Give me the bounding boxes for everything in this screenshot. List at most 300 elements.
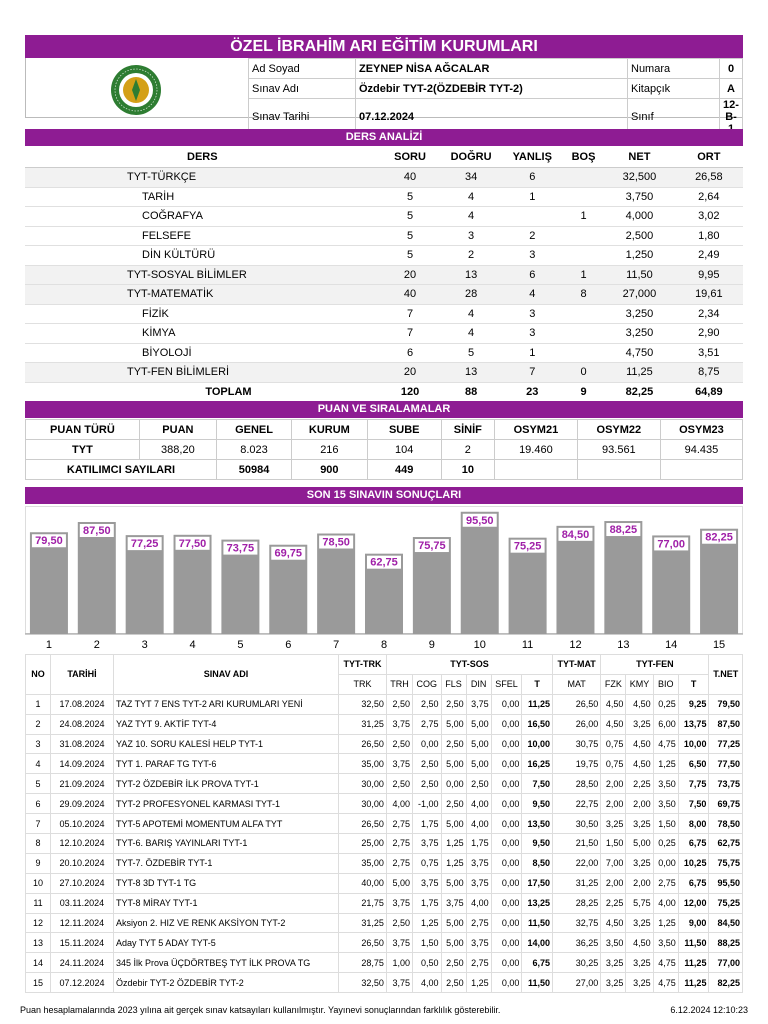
ders-cell: 2 [440, 246, 501, 266]
ders-cell [563, 343, 604, 363]
exam-cell: 1,50 [653, 814, 678, 834]
ders-cell: 2 [502, 226, 563, 246]
exam-cell: 11,50 [522, 913, 553, 933]
ders-col-header: ORT [675, 146, 743, 168]
info-label: Numara [628, 59, 720, 79]
exam-cell: 77,50 [709, 754, 743, 774]
ders-cell: 2,90 [675, 324, 743, 344]
exam-cell: 30,50 [553, 814, 601, 834]
exam-cell: 3,25 [601, 953, 626, 973]
exam-cell: 24.08.2024 [51, 714, 114, 734]
exam-cell: 26,00 [553, 714, 601, 734]
puan-cell: 94.435 [660, 440, 742, 460]
exam-cell: 11,50 [678, 933, 709, 953]
chart-bar [461, 512, 499, 634]
ders-cell: 1 [563, 265, 604, 285]
ders-cell: 1 [502, 343, 563, 363]
exam-cell: 3,50 [653, 774, 678, 794]
exam-row [26, 873, 743, 893]
exam-cell: 3,75 [386, 754, 412, 774]
ders-cell: 26,58 [675, 168, 743, 188]
exam-cell: 5,00 [441, 714, 466, 734]
exam-cell: 0,00 [491, 734, 522, 754]
exam-row [26, 774, 743, 794]
katilimci-row [26, 460, 743, 480]
exam-cell: 3,75 [441, 893, 466, 913]
chart-value-label: 79,50 [35, 535, 63, 548]
exam-row [26, 814, 743, 834]
ders-cell: 4 [440, 324, 501, 344]
ders-cell: 2,500 [604, 226, 674, 246]
exam-cell: 79,50 [709, 694, 743, 714]
chart-x-tick: 12 [569, 639, 582, 651]
exam-cell: 87,50 [709, 714, 743, 734]
exam-cell: 2,50 [413, 774, 441, 794]
ders-cell [563, 168, 604, 188]
exam-name: TYT-6. BARIŞ YAYINLARI TYT-1 [114, 834, 339, 854]
exam-cell: 9,50 [522, 834, 553, 854]
puan-col-header: SİNİF [441, 420, 494, 440]
exam-row [26, 913, 743, 933]
exam-cell: 27,00 [553, 973, 601, 993]
exam-cell: 19,75 [553, 754, 601, 774]
exam-cell: 22,75 [553, 794, 601, 814]
exam-cell: 5,75 [626, 893, 653, 913]
chart-value-label: 87,50 [83, 525, 111, 537]
exam-cell: 26,50 [553, 694, 601, 714]
exam-cell: 77,25 [709, 734, 743, 754]
footer-note: Puan hesaplamalarında 2023 yılına ait gerçek sınav katsayıları kullanılmıştır. Yayınevi sonuçlarından farklılık gösterebilir. [20, 1005, 501, 1015]
exam-cell: 10,00 [678, 734, 709, 754]
exam-cell: 2,00 [601, 794, 626, 814]
exam-row [26, 834, 743, 854]
exam-cell: 4,50 [601, 694, 626, 714]
ders-cell: 4,750 [604, 343, 674, 363]
exam-cell: 0,00 [491, 893, 522, 913]
ders-row [25, 324, 743, 344]
exam-cell: 0,00 [491, 834, 522, 854]
exam-cell: 16,50 [522, 714, 553, 734]
exam-cell: 82,25 [709, 973, 743, 993]
exam-cell: 3,25 [626, 973, 653, 993]
exam-name: TYT-8 3D TYT-1 TG [114, 873, 339, 893]
exam-cell: 4,00 [466, 814, 491, 834]
exam-cell: 3,75 [386, 973, 412, 993]
chart-bar [556, 526, 594, 634]
exam-name: YAZ 10. SORU KALESİ HELP TYT-1 [114, 734, 339, 754]
exam-cell: 0,25 [653, 694, 678, 714]
exam-row [26, 734, 743, 754]
exam-cell: 17,50 [522, 873, 553, 893]
exam-cell: 29.09.2024 [51, 794, 114, 814]
exam-cell: 0,00 [441, 774, 466, 794]
exam-cell: 2,75 [653, 873, 678, 893]
exam-cell: 2,00 [626, 794, 653, 814]
ders-cell [563, 246, 604, 266]
ders-cell: 11,50 [604, 265, 674, 285]
chart-x-tick: 9 [428, 639, 435, 651]
sub-header: TRK [339, 674, 387, 694]
chart-value-label: 77,50 [178, 537, 207, 550]
exam-cell: 6,00 [653, 714, 678, 734]
ders-row [25, 187, 743, 207]
sub-header: FLS [441, 674, 466, 694]
exam-cell: 10,00 [522, 734, 553, 754]
exam-cell: 1,50 [413, 933, 441, 953]
exam-cell: 1,75 [466, 834, 491, 854]
ders-row [25, 207, 743, 227]
exam-cell: 22,00 [553, 853, 601, 873]
puan-col-header: GENEL [216, 420, 291, 440]
exam-cell: 4,00 [466, 794, 491, 814]
ders-row [25, 265, 743, 285]
ders-cell: 8 [563, 285, 604, 305]
exam-name: TYT-2 ÖZDEBİR İLK PROVA TYT-1 [114, 774, 339, 794]
ders-name: BİYOLOJİ [25, 343, 380, 363]
exam-cell: 2,50 [441, 734, 466, 754]
chart-x-tick: 8 [380, 639, 388, 651]
puan-cell: 93.561 [577, 440, 660, 460]
exam-cell: 2,50 [441, 973, 466, 993]
exam-cell: 31.08.2024 [51, 734, 114, 754]
exam-cell: 13,75 [678, 714, 709, 734]
exam-cell: 2,50 [386, 774, 412, 794]
exam-cell: 35,00 [339, 754, 387, 774]
exam-cell: 31,25 [339, 714, 387, 734]
exam-cell: 1,25 [441, 853, 466, 873]
exam-cell: 11,25 [522, 694, 553, 714]
exam-cell: 26,50 [339, 933, 387, 953]
katilimci-cell: 900 [292, 460, 368, 480]
exam-cell: 12.10.2024 [51, 834, 114, 854]
chart-bar [700, 529, 738, 634]
footer-timestamp: 6.12.2024 12:10:23 [670, 1005, 748, 1015]
exam-cell: 3,50 [601, 933, 626, 953]
ders-cell: 5 [440, 343, 501, 363]
ders-cell: 20 [380, 265, 441, 285]
exam-cell: 3,50 [653, 933, 678, 953]
col-tarih: TARİHİ [51, 655, 114, 695]
exam-name: Özdebir TYT-2 ÖZDEBİR TYT-2 [114, 973, 339, 993]
ders-name: TYT-SOSYAL BİLİMLER [25, 265, 380, 285]
ders-cell [563, 226, 604, 246]
exam-cell: 15 [26, 973, 51, 993]
exam-name: TYT-2 PROFESYONEL KARMASI TYT-1 [114, 794, 339, 814]
ders-row [25, 304, 743, 324]
ders-cell: 2,34 [675, 304, 743, 324]
ders-cell: 0 [563, 363, 604, 383]
ders-name: TYT-FEN BİLİMLERİ [25, 363, 380, 383]
exam-cell: 28,75 [339, 953, 387, 973]
exam-cell: 5,00 [466, 754, 491, 774]
ders-cell: 7 [380, 304, 441, 324]
ders-cell: 3,51 [675, 343, 743, 363]
sub-header: BIO [653, 674, 678, 694]
exam-cell: 13,25 [522, 893, 553, 913]
info-label: Kitapçık [628, 79, 720, 99]
ders-cell [563, 324, 604, 344]
exam-cell: 3,75 [386, 714, 412, 734]
exam-cell: 3,25 [601, 973, 626, 993]
chart-bar [78, 522, 116, 634]
ders-analizi-title: DERS ANALİZİ [25, 129, 743, 146]
ders-row [25, 246, 743, 266]
chart-x-tick: 13 [617, 639, 630, 651]
exam-cell: 05.10.2024 [51, 814, 114, 834]
exam-cell: 88,25 [709, 933, 743, 953]
exam-cell: 95,50 [709, 873, 743, 893]
exam-cell: 0,00 [413, 734, 441, 754]
exam-cell: 4 [26, 754, 51, 774]
exam-cell: 4,00 [386, 794, 412, 814]
ders-cell: 4 [440, 304, 501, 324]
ders-cell [563, 304, 604, 324]
chart-value-label: 69,75 [274, 547, 303, 560]
exam-cell: 75,75 [709, 853, 743, 873]
ders-col-header: NET [604, 146, 674, 168]
ders-cell: 3 [502, 324, 563, 344]
ders-name: COĞRAFYA [25, 207, 380, 227]
exam-cell: 4,50 [626, 734, 653, 754]
ders-name: KİMYA [25, 324, 380, 344]
ders-cell: 9 [563, 382, 604, 402]
exam-cell: 0,00 [491, 814, 522, 834]
info-label: Sınıf [628, 99, 720, 136]
exam-cell: 21,75 [339, 893, 387, 913]
exam-cell: 4,75 [653, 734, 678, 754]
exam-cell: 11,50 [522, 973, 553, 993]
exam-cell: 6,75 [522, 953, 553, 973]
exam-name: Aksiyon 2. HIZ VE RENK AKSİYON TYT-2 [114, 913, 339, 933]
exam-cell: 3,75 [386, 893, 412, 913]
student-info-table [248, 58, 743, 136]
ders-col-header: SORU [380, 146, 441, 168]
exam-cell: 28,25 [553, 893, 601, 913]
exam-cell: 3,75 [466, 873, 491, 893]
exam-cell: 36,25 [553, 933, 601, 953]
info-value: Özdebir TYT-2(ÖZDEBİR TYT-2) [356, 79, 628, 99]
info-value: 12-B- [720, 99, 743, 136]
exam-cell: 10 [26, 873, 51, 893]
ders-cell: 4,000 [604, 207, 674, 227]
puan-cell: 388,20 [139, 440, 216, 460]
sub-header: MAT [553, 674, 601, 694]
ders-cell: 3,250 [604, 304, 674, 324]
ders-name: TYT-MATEMATİK [25, 285, 380, 305]
exam-cell: 3,75 [413, 834, 441, 854]
ders-cell: 20 [380, 363, 441, 383]
exam-cell: 7,50 [522, 774, 553, 794]
chart-x-tick: 10 [473, 639, 486, 651]
exam-cell: 4,00 [413, 973, 441, 993]
ders-row [25, 343, 743, 363]
katilimci-cell: 449 [367, 460, 441, 480]
exam-cell: 0,00 [491, 913, 522, 933]
exam-cell: 10,25 [678, 853, 709, 873]
exam-cell: 3,25 [626, 714, 653, 734]
ders-cell: 2,64 [675, 187, 743, 207]
col-sinav: SINAV ADI [114, 655, 339, 695]
exam-cell: 14 [26, 953, 51, 973]
chart-bar [317, 534, 355, 634]
puan-cell: 216 [292, 440, 368, 460]
exam-name: TAZ TYT 7 ENS TYT-2 ARI KURUMLARI YENİ [114, 694, 339, 714]
exam-cell: 3,75 [466, 853, 491, 873]
exam-cell: 14.09.2024 [51, 754, 114, 774]
exam-cell: 0,00 [491, 794, 522, 814]
exam-cell: 12 [26, 913, 51, 933]
exam-name: TYT-5 APOTEMİ MOMENTUM ALFA TYT [114, 814, 339, 834]
exam-cell: 9 [26, 853, 51, 873]
ders-cell: 3,250 [604, 324, 674, 344]
exam-cell: 11 [26, 893, 51, 913]
ders-cell: 28 [440, 285, 501, 305]
exam-cell: 24.11.2024 [51, 953, 114, 973]
exam-cell: 5,00 [466, 734, 491, 754]
chart-x-tick: 5 [237, 639, 244, 651]
exam-cell: 15.11.2024 [51, 933, 114, 953]
exam-cell: 3,25 [626, 853, 653, 873]
exam-cell: 2,50 [413, 754, 441, 774]
ders-analizi-table [25, 146, 743, 402]
sub-header: KMY [626, 674, 653, 694]
chart-x-tick: 15 [712, 639, 726, 651]
ders-cell: 8,75 [675, 363, 743, 383]
exam-cell: 0,50 [413, 953, 441, 973]
group-header: TYT-MAT [553, 655, 601, 675]
puan-cell: 2 [441, 440, 494, 460]
exam-cell: 5 [26, 774, 51, 794]
exam-cell: 7,00 [601, 853, 626, 873]
exam-cell: 0,00 [491, 694, 522, 714]
exam-cell: 4,00 [466, 893, 491, 913]
ders-row [25, 226, 743, 246]
exam-cell: 75,25 [709, 893, 743, 913]
ders-cell: 5 [380, 226, 441, 246]
exam-cell: 1,00 [386, 953, 412, 973]
exam-cell: 8 [26, 834, 51, 854]
katilimci-cell: 50984 [216, 460, 291, 480]
exam-cell: 28,50 [553, 774, 601, 794]
exam-cell: 12,00 [678, 893, 709, 913]
group-header: TYT-FEN [601, 655, 709, 675]
exam-cell: 30,75 [553, 734, 601, 754]
puan-col-header: PUAN [139, 420, 216, 440]
chart-bar [30, 532, 68, 634]
exam-cell: 1,25 [466, 973, 491, 993]
ders-cell: 7 [502, 363, 563, 383]
ders-cell: 88 [440, 382, 501, 402]
exam-cell: 2,75 [386, 834, 412, 854]
ders-cell: 40 [380, 285, 441, 305]
info-value: 07.12.2024 [356, 99, 628, 136]
exam-row [26, 794, 743, 814]
empty-cell [660, 460, 742, 480]
exam-cell: 62,75 [709, 834, 743, 854]
chart-x-tick: 1 [45, 639, 52, 651]
exam-cell: 7 [26, 814, 51, 834]
chart-x-tick: 14 [665, 639, 678, 651]
exam-cell: 77,00 [709, 953, 743, 973]
chart-bar [604, 521, 642, 634]
puan-col-header: KURUM [292, 420, 368, 440]
exam-cell: 5,00 [441, 754, 466, 774]
exam-cell: 5,00 [441, 814, 466, 834]
exam-cell: 2,75 [466, 953, 491, 973]
exam-cell: 32,50 [339, 694, 387, 714]
exam-cell: 2,50 [441, 953, 466, 973]
exam-cell: 14,00 [522, 933, 553, 953]
exam-cell: 0,00 [491, 873, 522, 893]
exam-cell: 0,00 [491, 933, 522, 953]
ders-name: DİN KÜLTÜRÜ [25, 246, 380, 266]
puan-row [26, 440, 743, 460]
ders-name: TARİH [25, 187, 380, 207]
puan-col-header: SUBE [367, 420, 441, 440]
exam-cell: 0,00 [491, 774, 522, 794]
exam-cell: 4,75 [653, 953, 678, 973]
exam-cell: 4,50 [626, 933, 653, 953]
info-label: Ad Soyad [249, 59, 356, 79]
puan-title: PUAN VE SIRALAMALAR [25, 401, 743, 418]
exam-cell: 4,50 [626, 694, 653, 714]
chart-title: SON 15 SINAVIN SONUÇLARI [25, 487, 743, 504]
exam-cell: 31,25 [553, 873, 601, 893]
exam-cell: 31,25 [339, 913, 387, 933]
exam-cell: 5,00 [441, 933, 466, 953]
exam-cell: 7,50 [678, 794, 709, 814]
exam-cell: 17.08.2024 [51, 694, 114, 714]
exam-cell: 2,00 [601, 774, 626, 794]
exam-cell: 32,75 [553, 913, 601, 933]
exam-cell: 3,75 [466, 933, 491, 953]
info-value: 0 [720, 59, 743, 79]
ders-cell: 7 [380, 324, 441, 344]
exam-cell: 5,00 [466, 714, 491, 734]
exam-cell: 12.11.2024 [51, 913, 114, 933]
exam-cell: 20.10.2024 [51, 853, 114, 873]
exam-cell: 21.09.2024 [51, 774, 114, 794]
ders-cell: 120 [380, 382, 441, 402]
ders-cell [502, 207, 563, 227]
chart-value-label: 75,25 [513, 540, 542, 553]
group-header: TYT-SOS [386, 655, 552, 675]
exam-cell: 2,50 [386, 913, 412, 933]
exam-name: TYT 1. PARAF TG TYT-6 [114, 754, 339, 774]
exam-cell: 2,50 [386, 694, 412, 714]
ders-cell: 1,250 [604, 246, 674, 266]
exam-cell: 6,75 [678, 873, 709, 893]
ders-cell: 9,95 [675, 265, 743, 285]
exam-row [26, 933, 743, 953]
puan-col-header: PUAN TÜRÜ [26, 420, 140, 440]
ders-cell: 2,49 [675, 246, 743, 266]
exam-row [26, 853, 743, 873]
exam-cell: 21,50 [553, 834, 601, 854]
sub-header: COG [413, 674, 441, 694]
empty-cell [494, 460, 577, 480]
exam-row [26, 973, 743, 993]
sub-header: T [522, 674, 553, 694]
katilimci-cell: 10 [441, 460, 494, 480]
ders-row [25, 285, 743, 305]
exam-name: TYT-7. ÖZDEBİR TYT-1 [114, 853, 339, 873]
exam-cell: 9,25 [678, 694, 709, 714]
exam-cell: 2,50 [386, 734, 412, 754]
exam-cell: 0,75 [601, 734, 626, 754]
ders-cell: 27,000 [604, 285, 674, 305]
exam-cell: 2 [26, 714, 51, 734]
